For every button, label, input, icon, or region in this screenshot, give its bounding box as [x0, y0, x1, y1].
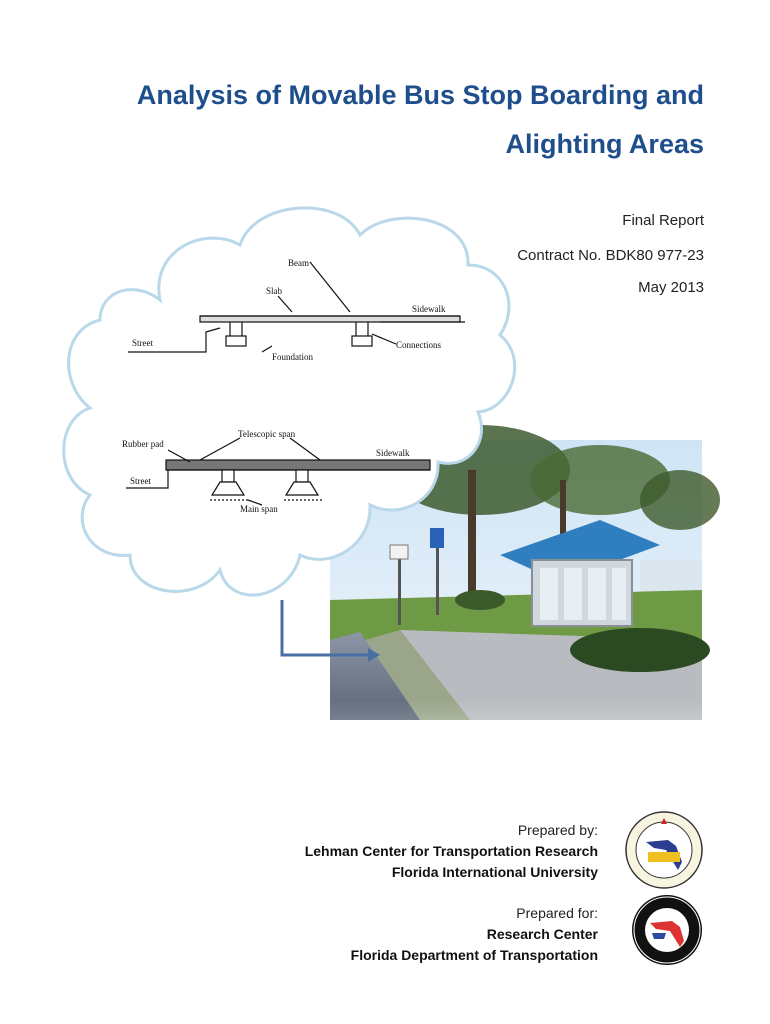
- prepared-for-block: [351, 903, 598, 966]
- contract-number: Contract No. BDK80 977-23: [517, 247, 704, 264]
- label-street-top: Street: [132, 338, 153, 348]
- label-main-span: Main span: [240, 504, 278, 514]
- report-title-line2: Alighting Areas: [505, 129, 704, 159]
- report-date: May 2013: [638, 279, 704, 296]
- fdot-seal-logo: [630, 893, 704, 967]
- label-connections: Connections: [396, 340, 441, 350]
- label-foundation: Foundation: [272, 352, 314, 362]
- lctr-seal-logo: [624, 810, 704, 890]
- prepared-by-org1: Lehman Center for Transportation Research: [304, 843, 598, 859]
- prepared-by-label: Prepared by:: [517, 822, 598, 838]
- label-sidewalk-top: Sidewalk: [412, 304, 446, 314]
- prepared-for-label: Prepared for:: [516, 905, 598, 921]
- label-street-bottom: Street: [130, 476, 151, 486]
- prepared-by-org2: Florida International University: [391, 864, 598, 880]
- prepared-for-org1: Research Center: [486, 926, 598, 942]
- prepared-for-org2: Florida Department of Transportation: [350, 947, 598, 963]
- label-telescopic-span: Telescopic span: [238, 429, 296, 439]
- report-type: Final Report: [622, 212, 704, 229]
- label-slab: Slab: [266, 286, 283, 296]
- label-beam: Beam: [288, 258, 309, 268]
- label-rubber-pad: Rubber pad: [122, 439, 164, 449]
- label-sidewalk-bottom: Sidewalk: [376, 448, 410, 458]
- report-title-line1: Analysis of Movable Bus Stop Boarding and: [136, 80, 704, 110]
- prepared-by-block: [305, 820, 598, 883]
